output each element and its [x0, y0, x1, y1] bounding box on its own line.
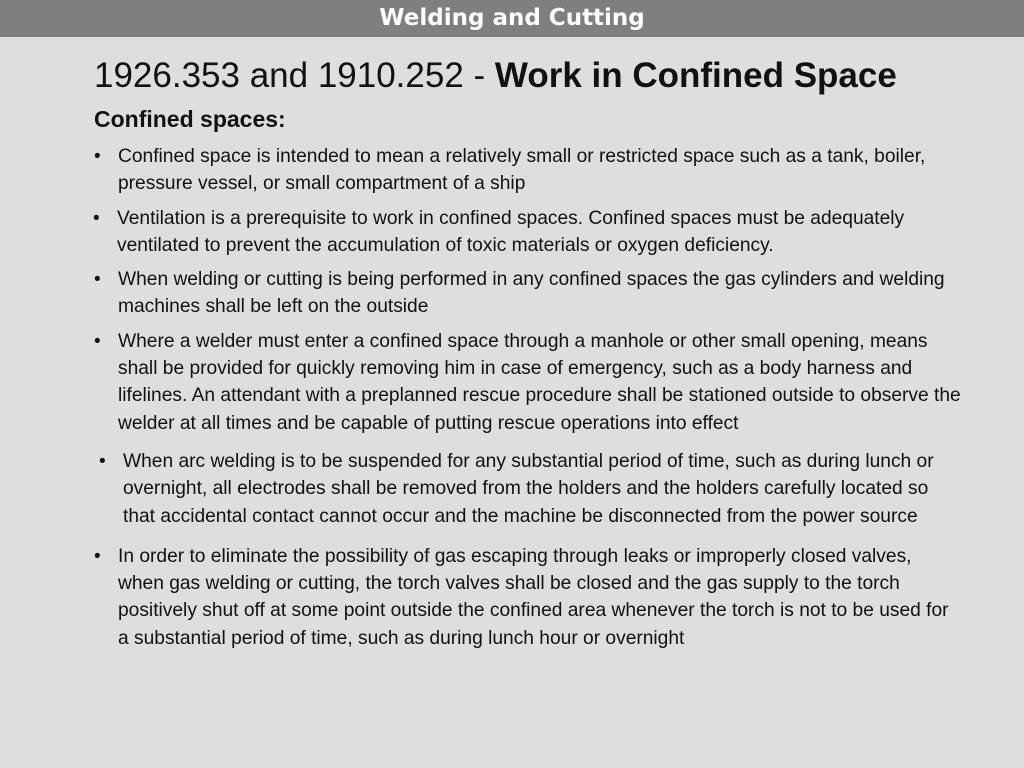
slide-title-prefix: 1926.353 and 1910.252 -: [94, 56, 495, 95]
bullet-dot-icon: •: [94, 269, 101, 291]
header-title: Welding and Cutting: [379, 5, 645, 31]
bullet-dot-icon: •: [94, 330, 101, 352]
bullet-text: In order to eliminate the possibility of gas escaping through leaks or improperly closed valves, when gas welding or cutting, the torch valves shall be closed and the gas supply to the torch positively shut off at some point outside the confined area whenever the torch is not to be used for a substantial period of time, such as during lunch hour or overnight: [118, 545, 949, 649]
subheading: [94, 104, 286, 134]
bullet-text: When arc welding is to be suspended for any substantial period of time, such as during lunch or overnight, all electrodes shall be removed from the holders and the holders carefully located so that accidental contact cannot occur and the machine be disconnected from the power source: [123, 450, 934, 527]
bullet-text: Ventilation is a prerequisite to work in confined spaces. Confined spaces must be adequately ventilated to prevent the accumulation of toxic materials or oxygen deficiency.: [117, 207, 905, 256]
bullet-item: [91, 205, 962, 260]
bullet-dot-icon: •: [99, 450, 106, 472]
bullet-item: [92, 143, 962, 198]
bullet-item: [92, 543, 962, 652]
bullet-item: [92, 266, 962, 321]
bullet-dot-icon: •: [94, 146, 101, 167]
slide-title: [94, 54, 897, 98]
bullet-dot-icon: •: [93, 207, 100, 229]
slide-title-bold: Work in Confined Space: [494, 56, 897, 95]
bullet-item: [97, 448, 962, 530]
bullet-text: When welding or cutting is being performed in any confined spaces the gas cylinders and welding machines shall be left on the outside: [118, 269, 945, 318]
bullet-text: Where a welder must enter a confined space through a manhole or other small opening, means shall be provided for quickly removing him in case of emergency, such as a body harness and lifelines. An attendant with a preplanned rescue procedure shall be stationed outside to observe the welder at all times and be capable of putting rescue operations into effect: [118, 330, 961, 434]
subheading-text: Confined spaces: [94, 106, 279, 132]
bullet-item: [92, 328, 962, 437]
bullet-list: [92, 143, 962, 659]
bullet-dot-icon: •: [94, 545, 101, 567]
subheading-colon: :: [278, 106, 286, 132]
bullet-text: Confined space is intended to mean a relatively small or restricted space such as a tank, boiler, pressure vessel, or small compartment of a ship: [118, 146, 926, 195]
